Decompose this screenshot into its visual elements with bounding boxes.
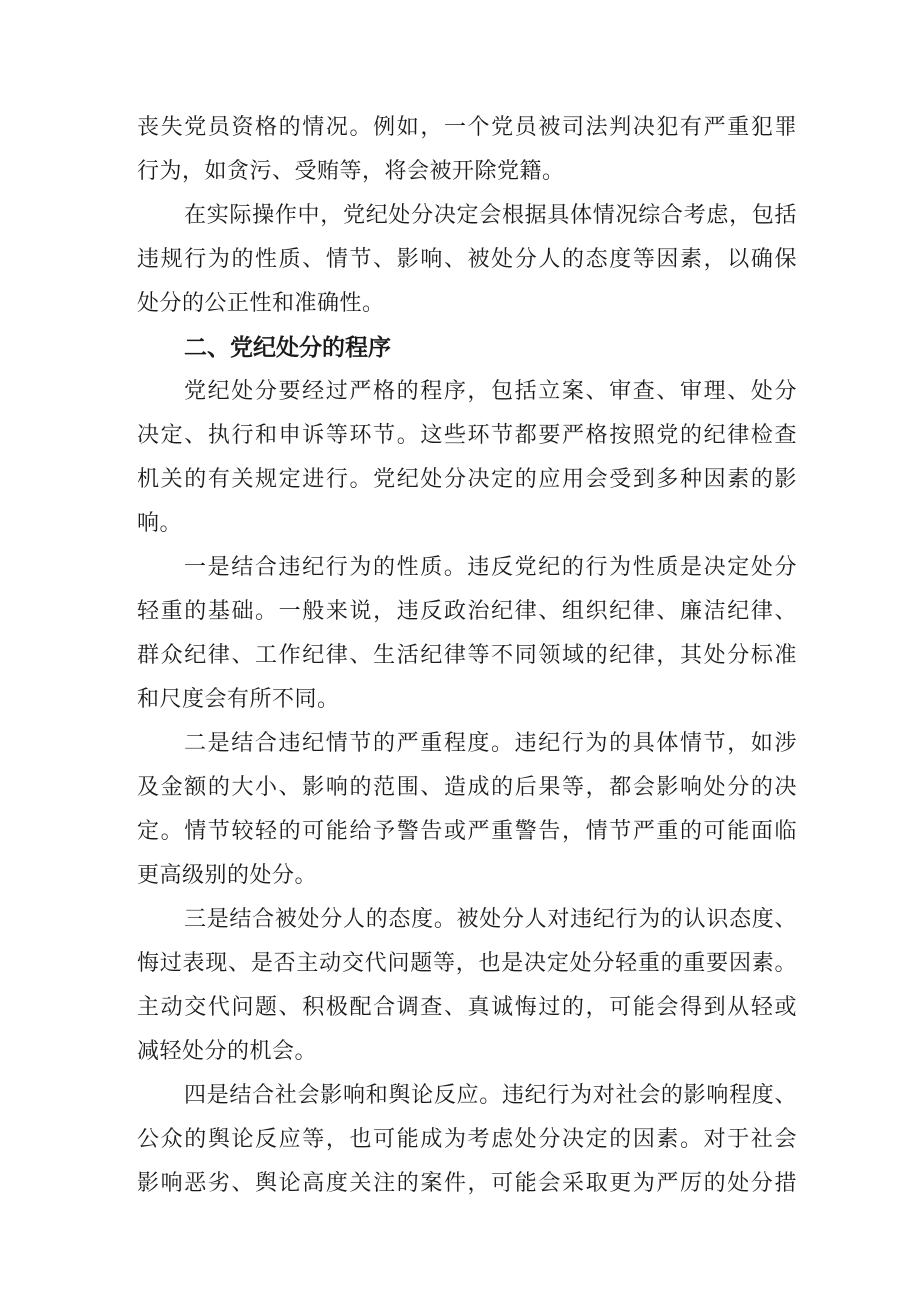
paragraph-line: 机关的有关规定进行。党纪处分决定的应用会受到多种因素的影 bbox=[137, 467, 797, 492]
paragraph-line: 及金额的大小、影响的范围、造成的后果等，都会影响处分的决 bbox=[137, 775, 797, 800]
paragraph-line: 处分的公正性和准确性。 bbox=[137, 291, 385, 316]
paragraph-line: 三是结合被处分人的态度。被处分人对违纪行为的认识态度、 bbox=[184, 907, 797, 932]
paragraph-line: 轻重的基础。一般来说，违反政治纪律、组织纪律、廉洁纪律、 bbox=[137, 599, 797, 624]
paragraph-line: 主动交代问题、积极配合调查、真诚悔过的，可能会得到从轻或 bbox=[137, 995, 797, 1020]
paragraph-line: 四是结合社会影响和舆论反应。违纪行为对社会的影响程度、 bbox=[184, 1083, 797, 1108]
paragraph-line: 和尺度会有所不同。 bbox=[137, 687, 340, 712]
paragraph-line: 响。 bbox=[137, 511, 183, 536]
paragraph-line: 违规行为的性质、情节、影响、被处分人的态度等因素，以确保 bbox=[137, 247, 797, 272]
paragraph-line: 更高级别的处分。 bbox=[137, 863, 318, 888]
paragraph-line: 行为，如贪污、受贿等，将会被开除党籍。 bbox=[137, 159, 565, 184]
paragraph-line: 党纪处分要经过严格的程序，包括立案、审查、审理、处分 bbox=[184, 379, 797, 404]
section-heading: 二、党纪处分的程序 bbox=[184, 335, 391, 361]
paragraph-line: 丧失党员资格的情况。例如，一个党员被司法判决犯有严重犯罪 bbox=[137, 115, 797, 140]
paragraph-line: 一是结合违纪行为的性质。违反党纪的行为性质是决定处分 bbox=[184, 555, 797, 580]
paragraph-line: 影响恶劣、舆论高度关注的案件，可能会采取更为严厉的处分措 bbox=[137, 1171, 797, 1196]
paragraph-line: 群众纪律、工作纪律、生活纪律等不同领域的纪律，其处分标准 bbox=[137, 643, 797, 668]
paragraph-line: 定。情节较轻的可能给予警告或严重警告，情节严重的可能面临 bbox=[137, 819, 797, 844]
paragraph-line: 公众的舆论反应等，也可能成为考虑处分决定的因素。对于社会 bbox=[137, 1127, 797, 1152]
paragraph-line: 悔过表现、是否主动交代问题等，也是决定处分轻重的重要因素。 bbox=[137, 951, 797, 976]
paragraph-line: 决定、执行和申诉等环节。这些环节都要严格按照党的纪律检查 bbox=[137, 423, 797, 448]
paragraph-line: 在实际操作中，党纪处分决定会根据具体情况综合考虑，包括 bbox=[184, 203, 797, 228]
paragraph-line: 减轻处分的机会。 bbox=[137, 1039, 318, 1064]
paragraph-line: 二是结合违纪情节的严重程度。违纪行为的具体情节，如涉 bbox=[184, 731, 797, 756]
